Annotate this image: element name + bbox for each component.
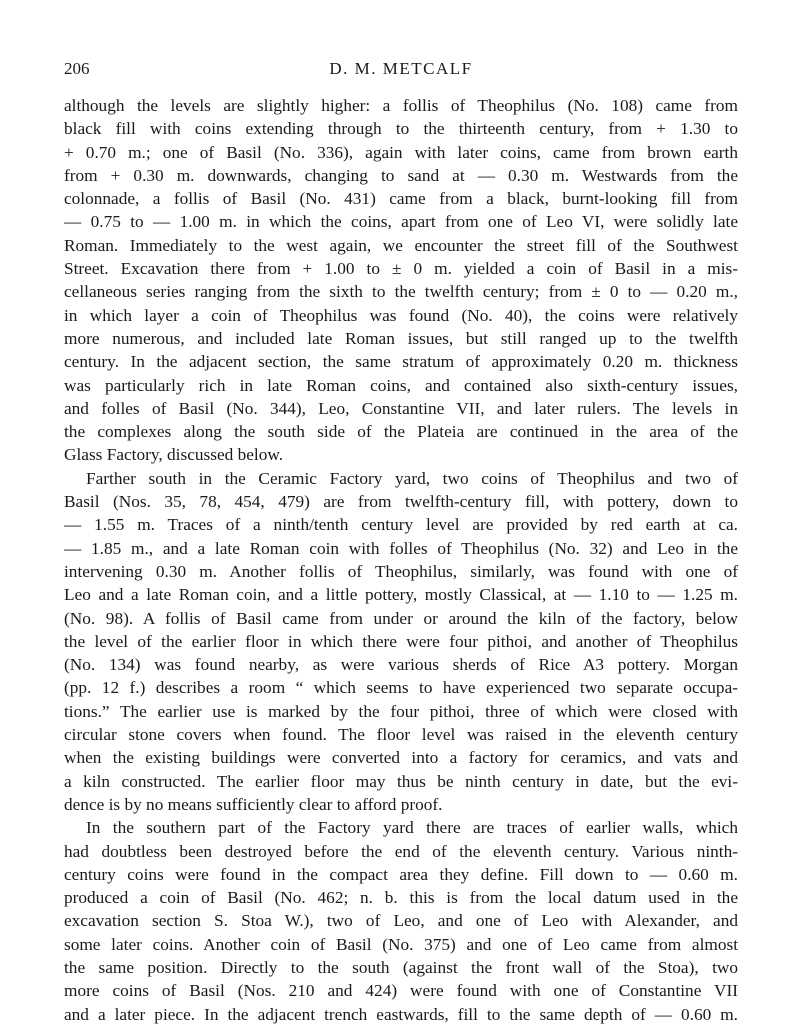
text-line: dence is by no means sufficiently clear to afford proof. xyxy=(64,794,443,814)
text-line: more coins of Basil (Nos. 210 and 424) were found with one of Constantine VII xyxy=(64,981,738,1001)
text-line: Street. Excavation there from + 1.00 to ± 0 m. yielded a coin of Basil in a mis- xyxy=(64,259,738,279)
text-line: colonnade, a follis of Basil (No. 431) came from a black, burnt-looking fill from xyxy=(64,189,738,209)
text-line: from + 0.30 m. downwards, changing to sand at — 0.30 m. Westwards from the xyxy=(64,165,738,185)
body-text xyxy=(64,94,738,1026)
text-line: although the levels are slightly higher: a follis of Theophilus (No. 108) came from xyxy=(64,96,738,115)
text-line: was particularly rich in late Roman coins, and contained also sixth-century issues, xyxy=(64,375,738,395)
text-line: more numerous, and included late Roman issues, but still ranged up to the twelfth xyxy=(64,328,738,348)
text-line: + 0.70 m.; one of Basil (No. 336), again with later coins, came from brown earth xyxy=(64,142,738,162)
text-line: had doubtless been destroyed before the end of the eleventh century. Various ninth- xyxy=(64,841,738,861)
text-line: the complexes along the south side of the Plateia are continued in the area of the xyxy=(64,422,738,442)
text-line: black fill with coins extending through to the thirteenth century, from + 1.30 to xyxy=(64,119,738,139)
text-line: — 1.85 m., and a late Roman coin with folles of Theophilus (No. 32) and Leo in the xyxy=(64,538,738,558)
text-line: when the existing buildings were converted into a factory for ceramics, and vats and xyxy=(64,748,738,768)
paragraph-1 xyxy=(64,94,738,467)
text-line: Roman. Immediately to the west again, we encounter the street fill of the Southwest xyxy=(64,235,738,255)
paragraph-3 xyxy=(64,816,738,1026)
text-line: — 1.55 m. Traces of a ninth/tenth century level are provided by red earth at ca. xyxy=(64,515,738,535)
text-line: and folles of Basil (No. 344), Leo, Constantine VII, and later rulers. The levels in xyxy=(64,398,738,418)
text-line: Farther south in the Ceramic Factory yard, two coins of Theophilus and two of xyxy=(86,468,738,488)
text-line: some later coins. Another coin of Basil (No. 375) and one of Leo came from almost xyxy=(64,934,738,954)
text-line: the level of the earlier floor in which there were four pithoi, and another of Theophilus xyxy=(64,631,738,651)
text-line: Basil (Nos. 35, 78, 454, 479) are from twelfth-century fill, with pottery, down to xyxy=(64,492,738,512)
paragraph-2 xyxy=(64,467,738,816)
text-line: (pp. 12 f.) describes a room “ which seems to have experienced two separate occupa- xyxy=(64,678,738,698)
text-line: cellaneous series ranging from the sixth to the twelfth century; from ± 0 to — 0.20 m., xyxy=(64,282,738,302)
text-line: circular stone covers when found. The floor level was raised in the eleventh century xyxy=(64,725,738,745)
page-number: 206 xyxy=(64,59,90,78)
running-title: D. M. METCALF xyxy=(329,59,473,78)
text-line: (No. 134) was found nearby, as were various sherds of Rice A3 pottery. Morgan xyxy=(64,655,738,675)
text-line: intervening 0.30 m. Another follis of Theophilus, similarly, was found with one of xyxy=(64,561,738,581)
text-line: Glass Factory, discussed below. xyxy=(64,445,284,465)
text-line: excavation section S. Stoa W.), two of Leo, and one of Leo with Alexander, and xyxy=(64,911,738,931)
text-line: In the southern part of the Factory yard there are traces of earlier walls, which xyxy=(86,818,738,838)
text-line: — 0.75 to — 1.00 m. in which the coins, apart from one of Leo VI, were solidly late xyxy=(64,212,738,232)
page xyxy=(64,0,738,1024)
text-line: tions.” The earlier use is marked by the four pithoi, three of which were closed with xyxy=(64,701,738,721)
text-line: Leo and a late Roman coin, and a little pottery, mostly Classical, at — 1.10 to — 1.25 m. xyxy=(64,585,738,605)
text-line: and a later piece. In the adjacent trench eastwards, fill to the same depth of — 0.60 m. xyxy=(64,1004,738,1024)
text-line: century. In the adjacent section, the same stratum of approximately 0.20 m. thickness xyxy=(64,352,738,372)
text-line: (No. 98). A follis of Basil came from under or around the kiln of the factory, below xyxy=(64,608,738,628)
text-line: the same position. Directly to the south (against the front wall of the Stoa), two xyxy=(64,957,738,977)
text-line: a kiln constructed. The earlier floor may thus be ninth century in date, but the evi- xyxy=(64,771,738,791)
text-line: century coins were found in the compact area they define. Fill down to — 0.60 m. xyxy=(64,864,738,884)
text-line: in which layer a coin of Theophilus was found (No. 40), the coins were relatively xyxy=(64,305,738,325)
text-line: produced a coin of Basil (No. 462; n. b. this is from the local datum used in the xyxy=(64,888,738,908)
running-head xyxy=(64,58,738,80)
